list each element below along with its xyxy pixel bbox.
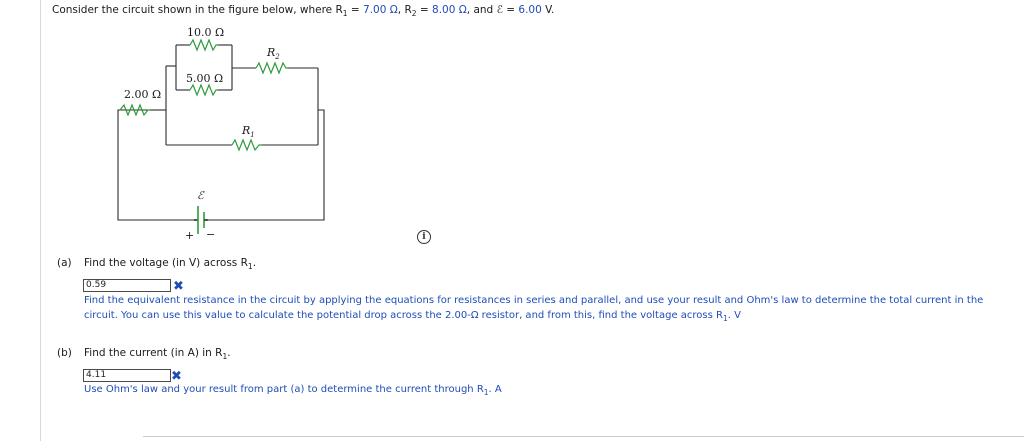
wire-outer-left xyxy=(118,110,194,220)
label-5ohm: 5.00 Ω xyxy=(186,72,224,85)
part-a-feedback-line1: Find the equivalent resistance in the circuit by applying the equations for resistances in series and parallel, and use your result and Ohm's law to determine the total current in the xyxy=(84,295,984,306)
intro-and: , and xyxy=(466,4,497,16)
r2-value: 8.00 Ω xyxy=(432,4,467,16)
intro-eq: = xyxy=(502,4,519,16)
label-emf: ℰ xyxy=(197,189,204,202)
emf-symbol: ℰ xyxy=(496,4,503,16)
intro-eq: = xyxy=(347,4,364,16)
r2-subscript: 2 xyxy=(411,9,417,19)
emf-unit: V. xyxy=(541,4,555,16)
label-plus: + xyxy=(185,229,195,242)
part-b-feedback: Use Ohm's law and your result from part (a) to determine the current through $R_1$. A xyxy=(84,384,502,397)
part-a-label: (a) xyxy=(57,257,72,269)
resistor-r1 xyxy=(232,140,262,150)
label-10ohm: 10.0 Ω xyxy=(187,26,225,39)
info-icon[interactable]: i xyxy=(417,230,431,244)
wire-outer-right xyxy=(208,110,324,220)
part-a-feedback-line2: circuit. You can use this value to calculate the potential drop across the 2.00-Ω resistor, and from this, find the voltage across $R_1$. V xyxy=(84,310,741,323)
resistor-r2 xyxy=(256,63,288,73)
part-a-feedback xyxy=(84,293,983,326)
part-a-question: Find the voltage (in V) across $R_1$. xyxy=(84,257,257,272)
part-b-question: Find the current (in A) in $R_1$. xyxy=(84,347,231,362)
intro-prefix: Consider the circuit shown in the figure below, where R xyxy=(52,4,343,16)
resistor-10ohm xyxy=(190,40,218,50)
emf-value: 6.00 xyxy=(518,4,542,16)
r1-subscript: 1 xyxy=(342,9,348,19)
resistor-5ohm xyxy=(190,85,218,95)
r1-value: 7.00 Ω xyxy=(363,4,398,16)
part-a-answer-input[interactable]: 0.59 xyxy=(83,279,171,292)
part-b-label: (b) xyxy=(57,347,72,359)
intro-comma: , R xyxy=(397,4,412,16)
part-a-incorrect-icon: ✖ xyxy=(173,279,184,294)
label-minus: − xyxy=(206,228,216,241)
label-2ohm: 2.00 Ω xyxy=(124,88,162,101)
part-b-answer-input[interactable]: 4.11 xyxy=(83,369,171,382)
intro-eq: = xyxy=(416,4,433,16)
label-r2: $R_2$ xyxy=(267,46,280,61)
part-b-incorrect-icon: ✖ xyxy=(171,369,182,384)
label-r1: $R_1$ xyxy=(242,124,255,139)
